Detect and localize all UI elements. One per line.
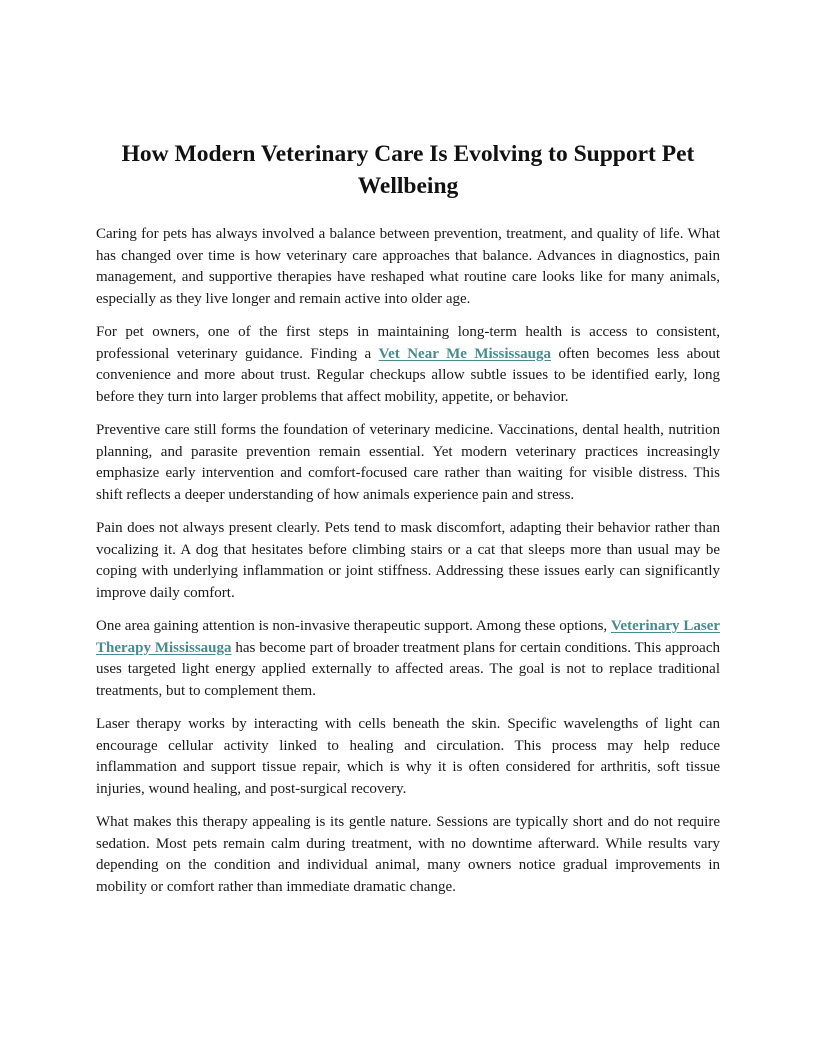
paragraph-pain: Pain does not always present clearly. Pets tend to mask discomfort, adapting their behavior rather than vocalizing it. A dog that hesitates before climbing stairs or a cat that sleeps more than usual may be coping with underlying inflammation or joint stiffness. Addressing these issues early can significantly improve daily comfort. [96,520,720,601]
paragraph-vet-guidance [96,322,720,408]
paragraph-preventive-care: Preventive care still forms the foundation of veterinary medicine. Vaccinations, dental health, nutrition planning, and parasite prevention remain essential. Yet modern veterinary practices increasingly emphasize early intervention and comfort-focused care rather than waiting for visible distress. This shift reflects a deeper understanding of how animals experience pain and stress. [96,422,720,503]
document-title: How Modern Veterinary Care Is Evolving to Support Pet Wellbeing [121,141,695,199]
paragraph-text: has become part of broader treatment plans for certain conditions. This approach uses targeted light energy applied externally to affected areas. The goal is not to replace traditional treatments, but to complement them. [96,639,720,699]
paragraph-laser-therapy: Laser therapy works by interacting with cells beneath the skin. Specific wavelengths of light can encourage cellular activity linked to healing and circulation. This process may help reduce inflammation and support tissue repair, which is why it is often considered for arthritis, soft tissue injuries, wound healing, and post-surgical recovery. [96,716,720,797]
paragraph-text: One area gaining attention is non-invasive therapeutic support. Among these options, [96,618,611,634]
document-page [96,138,720,910]
paragraph-text: often becomes less about convenience and more about trust. Regular checkups allow subtle issues to be identified early, long before they turn into larger problems that affect mobility, appetite, or behavior. [96,345,720,405]
vet-near-me-link[interactable]: Vet Near Me Mississauga [378,345,552,362]
paragraph-text: For pet owners, one of the first steps in maintaining long-term health is access to consistent, professional veterinary guidance. Finding a [96,324,720,362]
paragraph-intro: Caring for pets has always involved a balance between prevention, treatment, and quality of life. What has changed over time is how veterinary care approaches that balance. Advances in diagnostics, pain management, and supportive therapies have reshaped what routine care looks like for many animals, especially as they live longer and remain active into older age. [96,226,720,307]
paragraph-therapeutic-support [96,616,720,702]
laser-therapy-link[interactable]: Veterinary Laser Therapy Mississauga [96,618,721,656]
paragraph-gentle-nature: What makes this therapy appealing is its gentle nature. Sessions are typically short and do not require sedation. Most pets remain calm during treatment, with no downtime afterward. While results vary depending on the condition and individual animal, many owners notice gradual improvements in mobility or comfort rather than immediate dramatic change. [96,814,720,895]
